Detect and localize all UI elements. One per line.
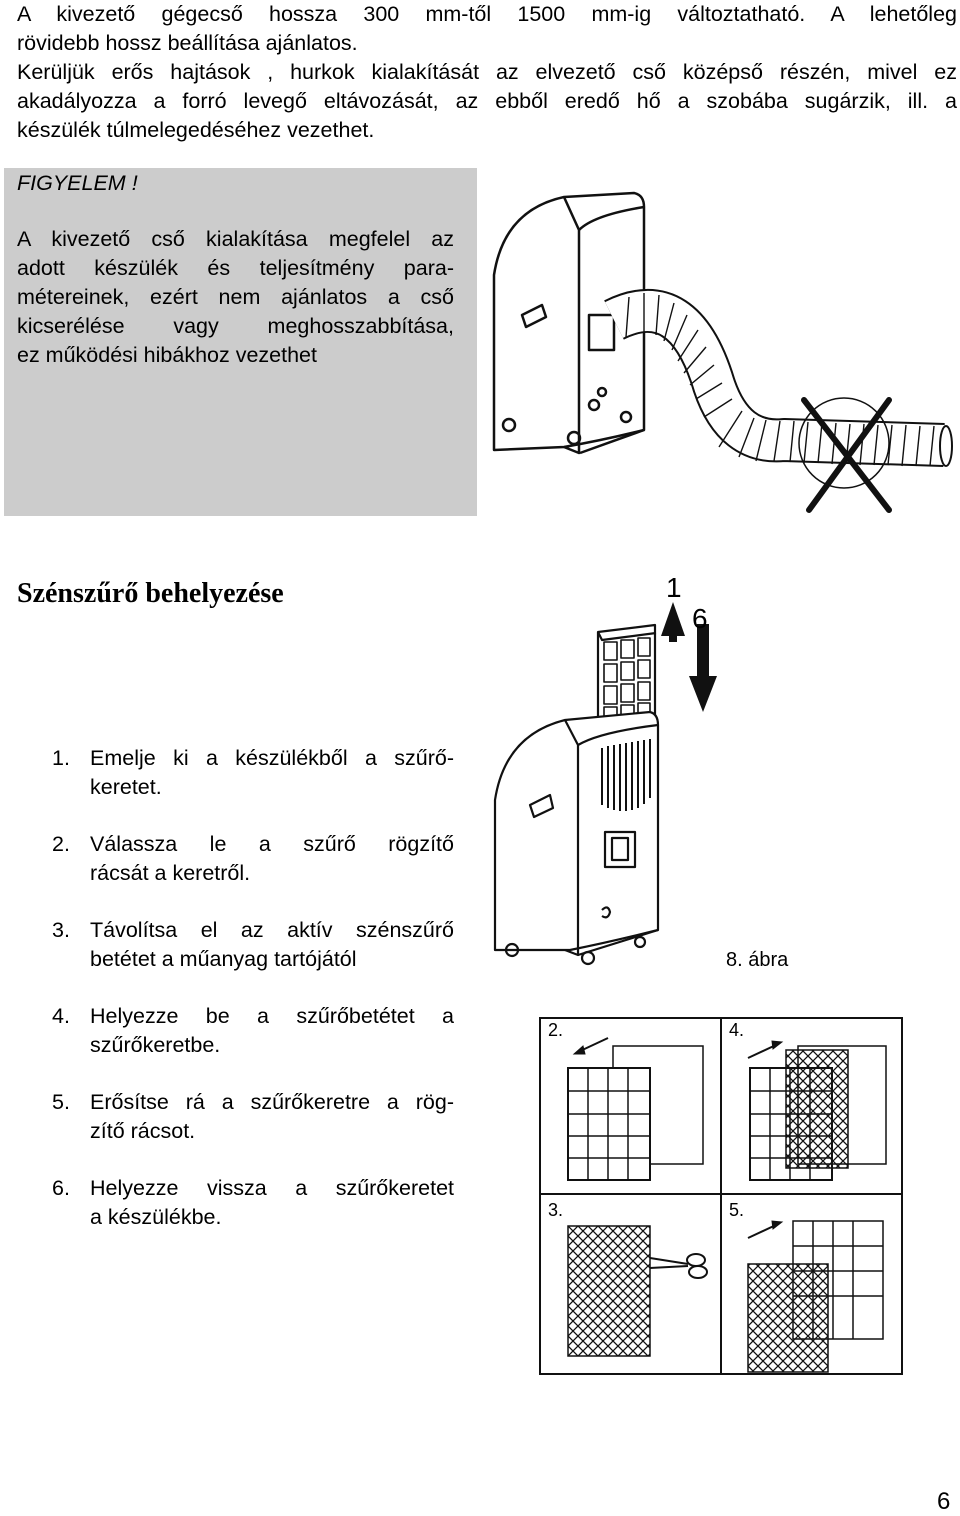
text-line: Válassza le a szűrő rögzítő [90,832,454,856]
list-item [52,830,454,888]
steps-list [52,744,454,1260]
step-number: 6. [52,1176,70,1200]
text-line: rácsát a keretről. [90,861,251,885]
text-line: keretet. [90,775,162,799]
step-number: 5. [52,1090,70,1114]
list-item [52,916,454,974]
text-line: Helyezze vissza a szűrőkeretet [90,1176,454,1200]
intro-text [17,0,957,145]
text-line: Helyezze be a szűrőbetétet a [90,1004,454,1028]
step-number: 2. [52,832,70,856]
page-number: 6 [937,1488,951,1515]
panel-label-2: 2. [548,1020,564,1040]
text-line: adott készülék és teljesítmény para- [17,256,454,280]
warning-title: FIGYELEM ! [17,171,138,195]
arrow-down-icon [689,624,717,712]
text-line: métereinek, ezért nem ajánlatos a cső [17,285,454,309]
text-line: Távolítsa el az aktív szénszűrő [90,918,454,942]
text-line: kicserélése vagy meghosszabbítása, [17,314,454,338]
list-item [52,1174,454,1232]
list-item [52,1002,454,1060]
list-item [52,1088,454,1146]
text-line: készülék túlmelegedéséhez vezethet. [17,118,375,142]
filter-steps-grid [538,1016,904,1376]
panel-label-5: 5. [729,1200,745,1220]
hose-warning-illustration [484,185,956,520]
text-line: Emelje ki a készülékből a szűrő- [90,746,454,770]
list-item [52,744,454,802]
panel-4 [748,1041,886,1180]
warning-text [17,225,454,370]
text-line: a készülékbe. [90,1205,222,1229]
text-line: A kivezető cső kialakítása megfelel az [17,227,454,251]
step-number: 1. [52,746,70,770]
text-line: betétet a műanyag tartójától [90,947,357,971]
panel-2 [568,1038,703,1180]
panel-label-4: 4. [729,1020,745,1040]
arrow-up-label: 1 [666,572,682,603]
arrow-up-icon [661,602,685,642]
text-line: szűrőkeretbe. [90,1033,221,1057]
figure-caption: 8. ábra [726,949,789,971]
text-line: ez működési hibákhoz vezethet [17,343,317,367]
step-number: 4. [52,1004,70,1028]
panel-3 [568,1226,707,1356]
text-line: A kivezető gégecső hossza 300 mm-től 1500 mm-ig változtatható. A lehetőleg [17,2,957,26]
text-line: akadályozza a forró levegő eltávozását, az ebből eredő hő a szobába sugárzik, ill. a [17,89,957,113]
section-title: Szénszűrő behelyezése [17,578,284,609]
arrow-down-label: 6 [692,603,708,634]
text-line: Erősítse rá a szűrőkeretre a rög- [90,1090,454,1114]
panel-label-3: 3. [548,1200,564,1220]
intro-paragraph-1 [17,0,957,58]
text-line: rövidebb hossz beállítása ajánlatos. [17,31,358,55]
intro-paragraph-2 [17,58,957,145]
panel-5 [748,1221,883,1372]
step-number: 3. [52,918,70,942]
text-line: zítő rácsot. [90,1119,196,1143]
text-line: Kerüljük erős hajtások , hurkok kialakítását az elvezető cső középső részén, mivel ez [17,60,957,84]
